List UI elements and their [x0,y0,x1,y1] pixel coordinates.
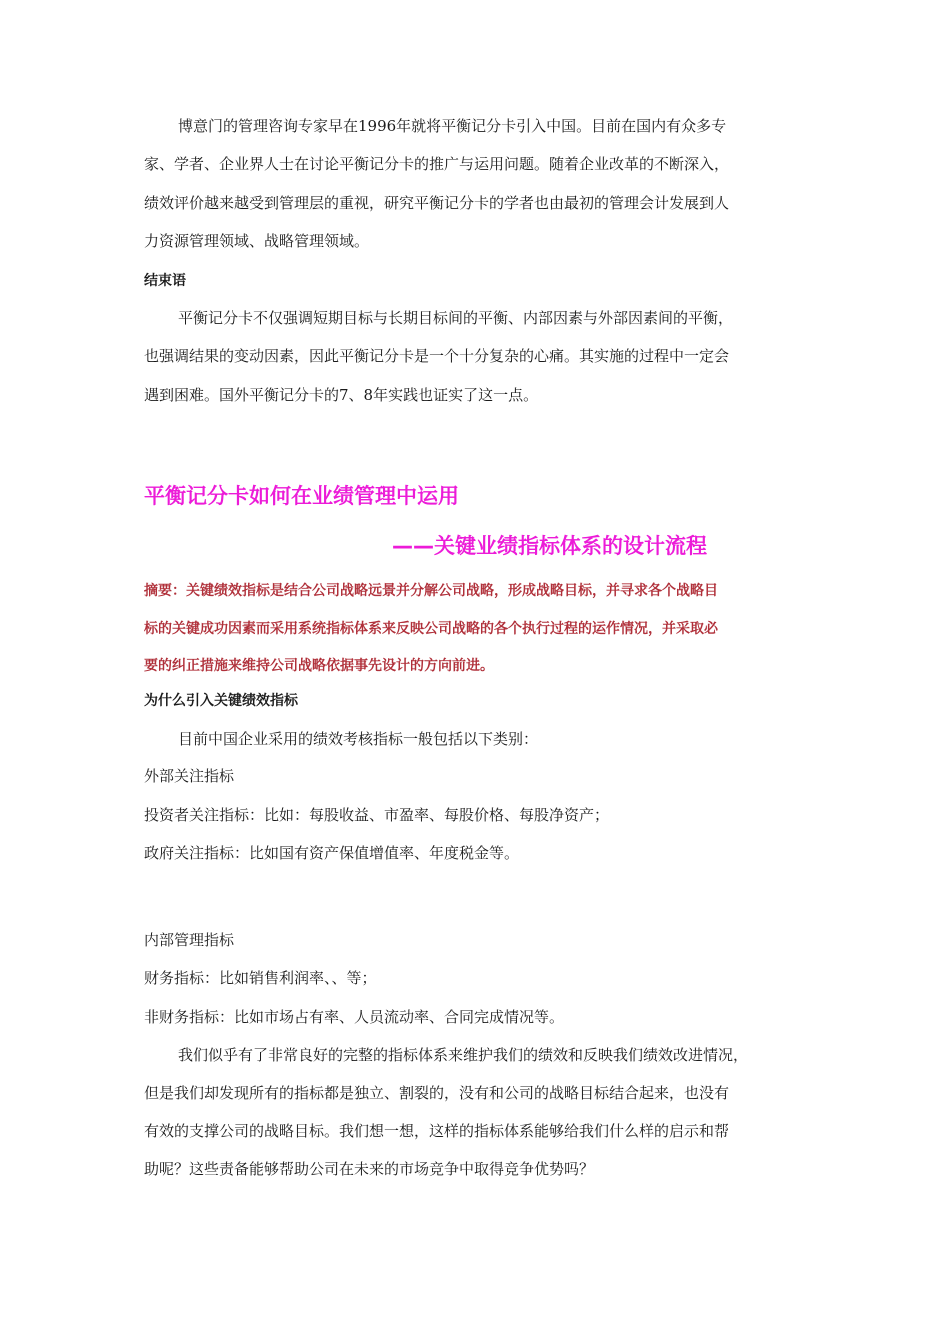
article-title: 平衡记分卡如何在业绩管理中运用 [144,484,459,508]
section-intro: 目前中国企业采用的绩效考核指标一般包括以下类别： [178,730,539,748]
internal-heading: 内部管理指标 [144,931,235,949]
conclusion-heading: 结束语 [144,273,186,289]
financial-indicators: 财务指标：比如销售利润率、、等； [144,969,377,987]
closing-line-1: 我们似乎有了非常良好的完整的指标体系来维护我们的绩效和反映我们绩效改进情况， [178,1046,749,1064]
intro-line-1: 博意门的管理咨询专家早在1996年就将平衡记分卡引入中国。目前在国内有众多专 [178,117,727,135]
closing-line-2: 但是我们却发现所有的指标都是独立、割裂的，没有和公司的战略目标结合起来，也没有 [144,1084,730,1102]
closing-line-4: 助呢？这些责备能够帮助公司在未来的市场竞争中取得竞争优势吗？ [144,1160,595,1178]
section-heading: 为什么引入关键绩效指标 [144,693,298,709]
abstract-line-1: 摘要：关键绩效指标是结合公司战略远景并分解公司战略，形成战略目标，并寻求各个战略目 [144,583,718,599]
intro-line-3: 绩效评价越来越受到管理层的重视，研究平衡记分卡的学者也由最初的管理会计发展到人 [144,194,730,212]
intro-line-4: 力资源管理领域、战略管理领域。 [144,232,370,250]
conclusion-line-3: 遇到困难。国外平衡记分卡的7、8年实践也证实了这一点。 [144,386,539,404]
investor-indicators: 投资者关注指标：比如：每股收益、市盈率、每股价格、每股净资产； [144,806,610,824]
abstract-line-2: 标的关键成功因素而采用系统指标体系来反映公司战略的各个执行过程的运作情况，并采取必 [144,621,718,637]
non-financial-indicators: 非财务指标：比如市场占有率、人员流动率、合同完成情况等。 [144,1008,565,1026]
intro-line-2: 家、学者、企业界人士在讨论平衡记分卡的推广与运用问题。随着企业改革的不断深入， [144,155,730,173]
conclusion-line-1: 平衡记分卡不仅强调短期目标与长期目标间的平衡、内部因素与外部因素间的平衡， [178,309,734,327]
external-heading: 外部关注指标 [144,767,235,785]
closing-line-3: 有效的支撑公司的战略目标。我们想一想，这样的指标体系能够给我们什么样的启示和帮 [144,1122,730,1140]
abstract-line-3: 要的纠正措施来维持公司战略依据事先设计的方向前进。 [144,658,494,674]
conclusion-line-2: 也强调结果的变动因素，因此平衡记分卡是一个十分复杂的心痛。其实施的过程中一定会 [144,347,730,365]
government-indicators: 政府关注指标：比如国有资产保值增值率、年度税金等。 [144,844,520,862]
article-subtitle: ——关键业绩指标体系的设计流程 [392,534,707,558]
